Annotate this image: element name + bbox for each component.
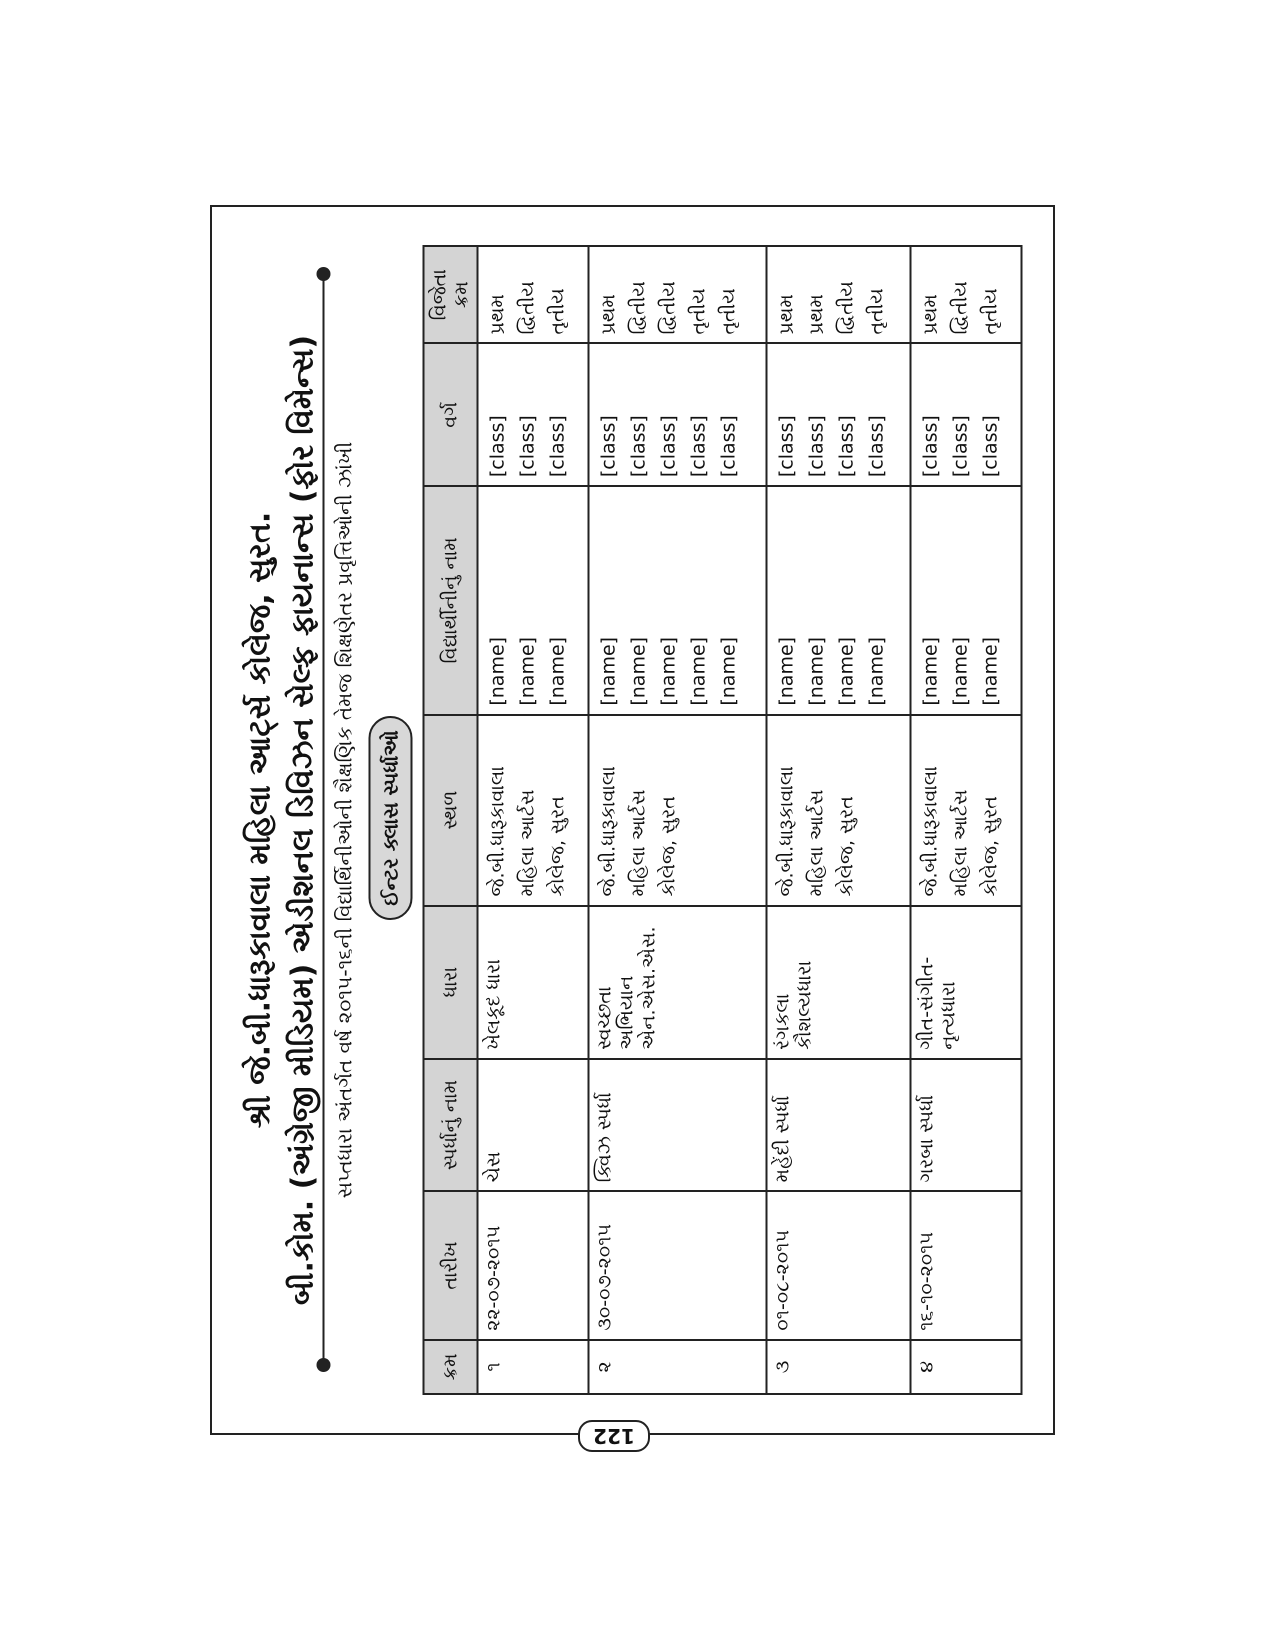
cell-class-line: [class] bbox=[657, 415, 680, 478]
cell-place bbox=[477, 715, 588, 906]
cell-place-line: જે.બી.ધારૂકાવાલા bbox=[486, 766, 508, 897]
cell-no: ૧ bbox=[477, 1340, 588, 1394]
cell-place-line: જે.બી.ધારૂકાવાલા bbox=[774, 766, 797, 897]
section-badge: ઈન્ટર ક્લાસ સ્પર્ધાઓ bbox=[368, 716, 412, 920]
cell-student-line: [name] bbox=[804, 636, 827, 706]
cell-student-line: [name] bbox=[687, 636, 710, 706]
cell-student bbox=[588, 486, 766, 715]
cell-place bbox=[910, 715, 1021, 906]
cell-place-line: મહિલા આર્ટસ bbox=[627, 789, 650, 897]
college-title: શ્રી જે.બી.ધારૂકાવાલા મહિલા આર્ટ્સ કોલેજ, સુરત. bbox=[242, 511, 277, 1129]
table-row bbox=[766, 246, 910, 1394]
cell-rank-line: દ્વિતીય bbox=[516, 281, 538, 335]
cell-class-line: [class] bbox=[597, 415, 620, 478]
col-student: વિદ્યાર્થીનીનું નામ bbox=[423, 486, 477, 715]
cell-student-line: [name] bbox=[486, 636, 508, 706]
cell-student-line: [name] bbox=[774, 636, 797, 706]
cell-date: ૨૨-૦૭-૨૦૧૫ bbox=[477, 1191, 588, 1339]
cell-student bbox=[910, 486, 1021, 715]
cell-student-line: [name] bbox=[978, 636, 1001, 706]
cell-stream: ગીત-સંગીત-નૃત્યધારા bbox=[910, 906, 1021, 1059]
cell-place-line: કોલેજ, સુરત bbox=[657, 796, 680, 897]
cell-class-line: [class] bbox=[804, 415, 827, 478]
table-row bbox=[910, 246, 1021, 1394]
cell-student-line: [name] bbox=[864, 636, 887, 706]
cell-competition: ક્વિઝ સ્પર્ધા bbox=[588, 1059, 766, 1192]
cell-student-line: [name] bbox=[948, 636, 971, 706]
cell-class bbox=[477, 343, 588, 486]
cell-rank-line: દ્વિતીય bbox=[627, 281, 650, 335]
cell-class-line: [class] bbox=[834, 415, 857, 478]
results-table bbox=[422, 245, 1022, 1395]
cell-class bbox=[910, 343, 1021, 486]
cell-class bbox=[766, 343, 910, 486]
cell-class-line: [class] bbox=[486, 415, 508, 478]
cell-student bbox=[766, 486, 910, 715]
cell-stream: રંગકલા કૌશલ્યધારા bbox=[766, 906, 910, 1059]
department-title: બી.કોમ. (અંગ્રેજી મીડિયમ) એડીશનલ ડિવિઝન સેલ્ફ ફાયનાન્સ (ફોર વિમેન્સ) bbox=[285, 334, 320, 1306]
cell-rank-line: તૃતીય bbox=[864, 288, 887, 335]
cell-place-line: કોલેજ, સુરત bbox=[978, 796, 1001, 897]
cell-class-line: [class] bbox=[918, 415, 941, 478]
cell-class-line: [class] bbox=[717, 415, 740, 478]
cell-place bbox=[766, 715, 910, 906]
cell-place-line: જે.બી.ધારૂકાવાલા bbox=[597, 766, 620, 897]
cell-student-line: [name] bbox=[627, 636, 650, 706]
cell-date: ૩૦-૦૭-૨૦૧૫ bbox=[588, 1191, 766, 1339]
cell-rank-line: દ્વિતીય bbox=[948, 281, 971, 335]
cell-rank-line: પ્રથમ bbox=[804, 294, 827, 335]
col-date: તારીખ bbox=[423, 1191, 477, 1339]
cell-rank-line: પ્રથમ bbox=[774, 294, 797, 335]
cell-rank-line: તૃતીય bbox=[687, 288, 710, 335]
cell-no: ૪ bbox=[910, 1340, 1021, 1394]
page-number: 122 bbox=[578, 1420, 650, 1452]
cell-student-line: [name] bbox=[834, 636, 857, 706]
cell-rank bbox=[588, 246, 766, 343]
cell-class-line: [class] bbox=[516, 415, 538, 478]
col-stream: ધારા bbox=[423, 906, 477, 1059]
col-no: ક્રમ bbox=[423, 1340, 477, 1394]
cell-student-line: [name] bbox=[657, 636, 680, 706]
rotated-content bbox=[210, 205, 1055, 1435]
cell-student bbox=[477, 486, 588, 715]
cell-place bbox=[588, 715, 766, 906]
col-place: સ્થળ bbox=[423, 715, 477, 906]
rule-dot-right bbox=[316, 267, 330, 281]
cell-student-line: [name] bbox=[918, 636, 941, 706]
page-frame bbox=[210, 205, 1055, 1435]
cell-no: ૩ bbox=[766, 1340, 910, 1394]
cell-class-line: [class] bbox=[627, 415, 650, 478]
cell-rank-line: દ્વિતીય bbox=[657, 281, 680, 335]
cell-class bbox=[588, 343, 766, 486]
cell-rank-line: તૃતીય bbox=[717, 288, 740, 335]
cell-place-line: મહિલા આર્ટસ bbox=[516, 789, 538, 897]
cell-competition: મહેંદી સ્પર્ધા bbox=[766, 1059, 910, 1192]
cell-rank-line: દ્વિતીય bbox=[834, 281, 857, 335]
cell-rank bbox=[766, 246, 910, 343]
table-row bbox=[588, 246, 766, 1394]
col-class: વર્ગ bbox=[423, 343, 477, 486]
cell-class-line: [class] bbox=[948, 415, 971, 478]
cell-stream: સ્વચ્છતા અભિયાન એન.એસ.એસ. bbox=[588, 906, 766, 1059]
cell-class-line: [class] bbox=[774, 415, 797, 478]
cell-student-line: [name] bbox=[546, 636, 568, 706]
header-rule bbox=[322, 275, 324, 1365]
cell-rank bbox=[910, 246, 1021, 343]
cell-competition: ગરબા સ્પર્ધા bbox=[910, 1059, 1021, 1192]
col-competition: સ્પર્ધાનું નામ bbox=[423, 1059, 477, 1192]
cell-place-line: કોલેજ, સુરત bbox=[546, 796, 568, 897]
table-header-row bbox=[423, 246, 477, 1394]
cell-rank-line: પ્રથમ bbox=[597, 294, 620, 335]
cell-date: ૦૧-૦૮-૨૦૧૫ bbox=[766, 1191, 910, 1339]
cell-student-line: [name] bbox=[597, 636, 620, 706]
table-row bbox=[477, 246, 588, 1394]
cell-student-line: [name] bbox=[717, 636, 740, 706]
cell-rank-line: તૃતીય bbox=[546, 288, 568, 335]
cell-rank-line: પ્રથમ bbox=[486, 294, 508, 335]
cell-class-line: [class] bbox=[978, 415, 1001, 478]
cell-rank-line: પ્રથમ bbox=[918, 294, 941, 335]
cell-date: ૧૬-૧૦-૨૦૧૫ bbox=[910, 1191, 1021, 1339]
cell-rank-line: તૃતીય bbox=[978, 288, 1001, 335]
cell-place-line: મહિલા આર્ટસ bbox=[948, 789, 971, 897]
cell-place-line: કોલેજ, સુરત bbox=[834, 796, 857, 897]
cell-competition: ચેસ bbox=[477, 1059, 588, 1192]
cell-stream: ખેલકૂદ ધારા bbox=[477, 906, 588, 1059]
cell-class-line: [class] bbox=[687, 415, 710, 478]
cell-class-line: [class] bbox=[864, 415, 887, 478]
cell-class-line: [class] bbox=[546, 415, 568, 478]
cell-rank bbox=[477, 246, 588, 343]
cell-student-line: [name] bbox=[516, 636, 538, 706]
cell-no: ૨ bbox=[588, 1340, 766, 1394]
col-rank: વિજેતા ક્રમ bbox=[423, 246, 477, 343]
page-subtitle: સપ્તધારા અંતર્ગત વર્ષ ૨૦૧૫-૧૬ની વિદ્યાર્થિનીઓની શૈક્ષણિક તેમજ શિક્ષણેતર પ્રવૃત્તિઓની ઝાંખી bbox=[332, 441, 356, 1199]
cell-place-line: મહિલા આર્ટસ bbox=[804, 789, 827, 897]
cell-place-line: જે.બી.ધારૂકાવાલા bbox=[918, 766, 941, 897]
